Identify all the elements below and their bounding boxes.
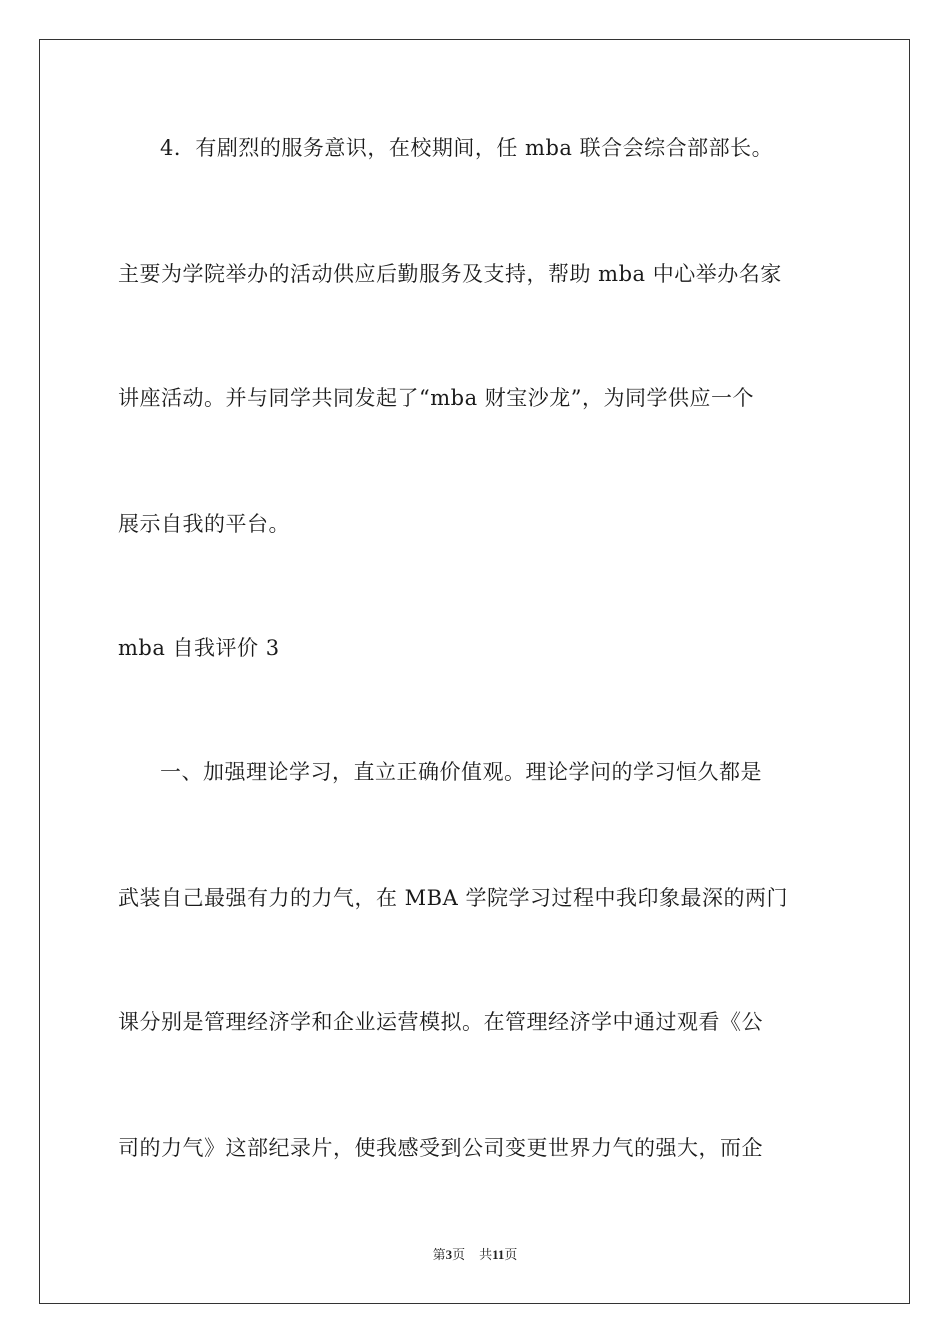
footer-total-prefix: 共 bbox=[479, 1247, 493, 1262]
footer-total-suffix: 页 bbox=[504, 1247, 518, 1262]
footer-page-number: 3 bbox=[445, 1247, 453, 1262]
page-border bbox=[39, 39, 910, 1304]
paragraph-line-7: 课分别是管理经济学和企业运营模拟。在管理经济学中通过观看《公 bbox=[118, 1010, 763, 1034]
section-heading: mba 自我评价 3 bbox=[118, 636, 280, 660]
paragraph-line-6: 武装自己最强有力的力气，在 MBA 学院学习过程中我印象最深的两门 bbox=[118, 886, 788, 910]
page-footer bbox=[0, 1244, 950, 1263]
paragraph-line-5: 一、加强理论学习，直立正确价值观。理论学问的学习恒久都是 bbox=[160, 760, 762, 784]
paragraph-line-4: 展示自我的平台。 bbox=[118, 512, 290, 536]
paragraph-line-3: 讲座活动。并与同学共同发起了“mba 财宝沙龙”，为同学供应一个 bbox=[118, 386, 755, 410]
paragraph-line-2: 主要为学院举办的活动供应后勤服务及支持，帮助 mba 中心举办名家 bbox=[118, 262, 782, 286]
footer-page-suffix: 页 bbox=[452, 1247, 466, 1262]
footer-total-pages: 11 bbox=[492, 1247, 505, 1262]
paragraph-line-1: 4．有剧烈的服务意识，在校期间，任 mba 联合会综合部部长。 bbox=[160, 136, 774, 160]
paragraph-line-8: 司的力气》这部纪录片，使我感受到公司变更世界力气的强大，而企 bbox=[118, 1136, 763, 1160]
footer-page-prefix: 第 bbox=[432, 1247, 446, 1262]
